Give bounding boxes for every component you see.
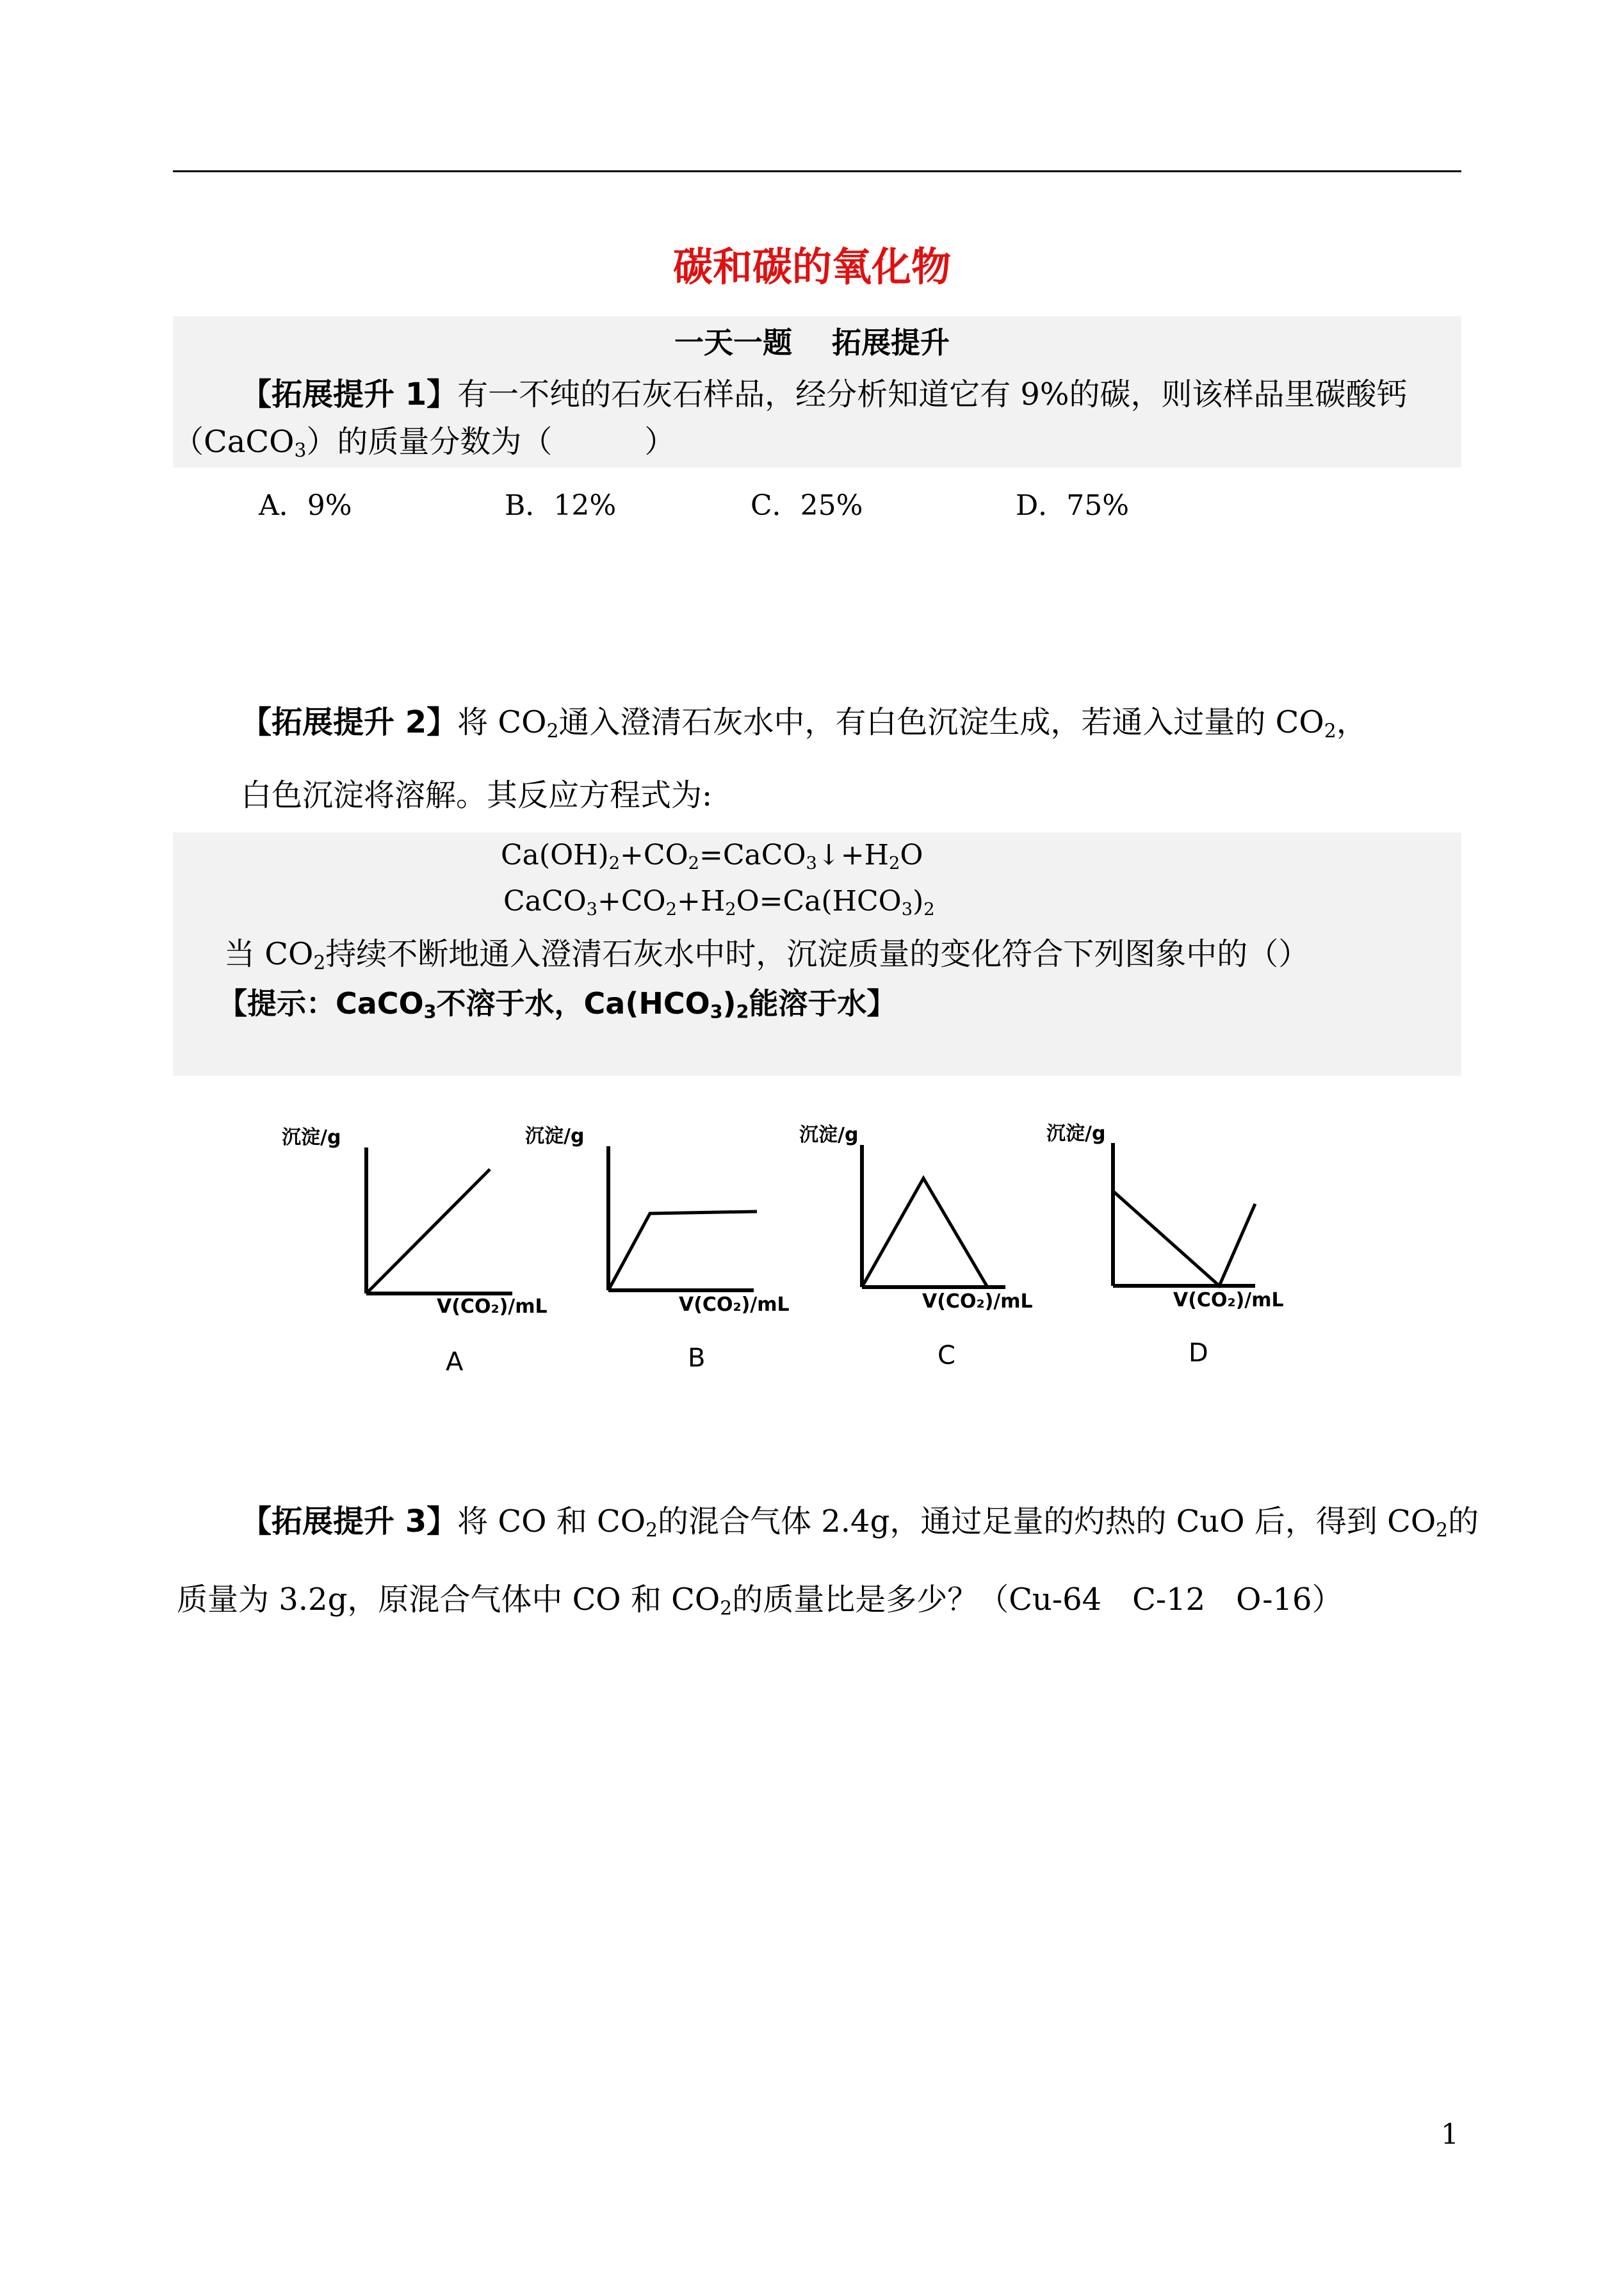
q2-l3-b: 持续不断地通入澄清石灰水中时，沉淀质量的变化符合下列图象中的（）: [325, 936, 1310, 972]
eq2-e: ): [913, 885, 924, 918]
q1-option-d[interactable]: D．75%: [1016, 489, 1130, 522]
q3-l2-b: 的质量比是多少？（Cu-64 C-12 O-16）: [732, 1582, 1343, 1618]
graph-a-label: A: [446, 1347, 464, 1377]
graph-a-ylabel: 沉淀/g: [282, 1126, 341, 1149]
graph-c-curve: [862, 1178, 987, 1287]
graph-d-curve: [1113, 1191, 1255, 1286]
page-title: 碳和碳的氧化物: [672, 243, 951, 290]
q1-text2-post: ）的质量分数为（ ）: [306, 424, 676, 460]
q2-l3-a: 当 CO: [224, 936, 314, 972]
q3-l2-a: 质量为 3.2g，原混合气体中 CO 和 CO: [177, 1582, 720, 1618]
graph-b-label: B: [688, 1343, 706, 1373]
graph-c: [862, 1145, 1005, 1287]
q3-l2-s1: 2: [720, 1597, 733, 1620]
page-number: 1: [1441, 2118, 1459, 2151]
graph-c-xlabel: V(CO₂)/mL: [922, 1290, 1033, 1313]
q3-l1-a: 将 CO 和 CO: [457, 1504, 646, 1539]
hint-s1: 3: [423, 1002, 437, 1023]
q3-l1-s1: 2: [646, 1519, 658, 1542]
eq2-s5: 2: [923, 899, 935, 920]
eq2-s2: 2: [665, 899, 677, 920]
eq2-a: CaCO: [503, 885, 587, 918]
eq1-s1: 2: [608, 853, 621, 873]
q1-text1: 有一不纯的石灰石样品，经分析知道它有 9%的碳，则该样品里碳酸钙: [457, 377, 1408, 412]
equation-1: [501, 839, 923, 873]
graph-d-ylabel: 沉淀/g: [1046, 1123, 1106, 1145]
equation-2: [503, 885, 935, 919]
eq1-s4: 2: [889, 853, 900, 873]
eq1-d: ↓+H: [816, 839, 889, 872]
q2-l1-sub: 2: [546, 720, 559, 743]
eq2-d: O=Ca(HCO: [736, 885, 902, 918]
q2-line2: 白色沉淀将溶解。其反应方程式为:: [241, 777, 713, 813]
q3-l1-c: 的: [1448, 1504, 1479, 1539]
graph-b-xlabel: V(CO₂)/mL: [679, 1293, 790, 1316]
q2-l1-a: 将 CO: [457, 704, 547, 740]
q2-l1-c: ，: [1336, 704, 1367, 740]
q3-line2: [177, 1582, 1343, 1619]
graph-d-xlabel: V(CO₂)/mL: [1173, 1289, 1284, 1311]
header-rule: [173, 170, 1461, 172]
eq1-c: =CaCO: [699, 839, 806, 872]
eq2-s1: 3: [586, 899, 597, 920]
eq2-s4: 3: [901, 899, 913, 920]
eq2-c: +H: [676, 885, 726, 918]
graph-b: [608, 1146, 757, 1290]
q1-text2-pre: （CaCO: [173, 424, 295, 460]
graph-d: [1113, 1143, 1255, 1286]
q1-option-b[interactable]: B．12%: [505, 489, 617, 522]
subtitle: 一天一题 拓展提升: [674, 325, 950, 360]
graph-a: [366, 1148, 512, 1293]
q1-option-c[interactable]: C．25%: [751, 489, 863, 522]
q2-l1-b: 通入澄清石灰水中，有白色沉淀生成，若通入过量的 CO: [558, 704, 1324, 740]
graphs-figure: [269, 1108, 1319, 1390]
q3-l1-b: 的混合气体 2.4g，通过足量的灼热的 CuO 后，得到 CO: [658, 1504, 1436, 1539]
eq1-s3: 3: [806, 853, 817, 873]
eq2-b: +CO: [597, 885, 666, 918]
q1-line2: [173, 424, 675, 461]
graph-d-label: D: [1189, 1338, 1208, 1368]
eq2-s3: 2: [725, 899, 736, 920]
q2-tag: 【拓展提升 2】: [241, 704, 458, 740]
q1-text2-sub: 3: [294, 439, 307, 462]
graph-c-label: C: [938, 1341, 955, 1370]
graph-c-ylabel: 沉淀/g: [799, 1124, 859, 1146]
q2-line3: [224, 936, 1309, 973]
hint-d: 能溶于水】: [749, 986, 897, 1021]
hint-b: 不溶于水，Ca(HCO: [436, 986, 710, 1021]
q3-l1-s2: 2: [1436, 1519, 1449, 1542]
q3-line1: [241, 1504, 1479, 1541]
graph-b-ylabel: 沉淀/g: [525, 1125, 585, 1148]
q1-tag: 【拓展提升 1】: [241, 377, 458, 412]
graph-b-curve: [608, 1212, 757, 1290]
q3-tag: 【拓展提升 3】: [241, 1504, 458, 1539]
graph-a-xlabel: V(CO₂)/mL: [437, 1295, 548, 1318]
eq1-e: O: [900, 839, 923, 872]
q1-option-a[interactable]: A．9%: [259, 489, 352, 522]
q2-hint: [218, 986, 896, 1021]
q1-line1: [241, 377, 1408, 414]
q2-line1: [241, 704, 1367, 742]
hint-c: ): [722, 986, 736, 1021]
eq1-b: +CO: [620, 839, 688, 872]
hint-a: 【提示：CaCO: [218, 986, 424, 1021]
eq1-a: Ca(OH): [501, 839, 609, 872]
hint-s3: 2: [736, 1002, 749, 1023]
hint-s2: 3: [710, 1002, 723, 1023]
q2-l1-sub2: 2: [1324, 720, 1336, 743]
q2-l3-sub: 2: [313, 952, 326, 975]
eq1-s2: 2: [688, 853, 700, 873]
graph-a-curve: [366, 1169, 490, 1293]
